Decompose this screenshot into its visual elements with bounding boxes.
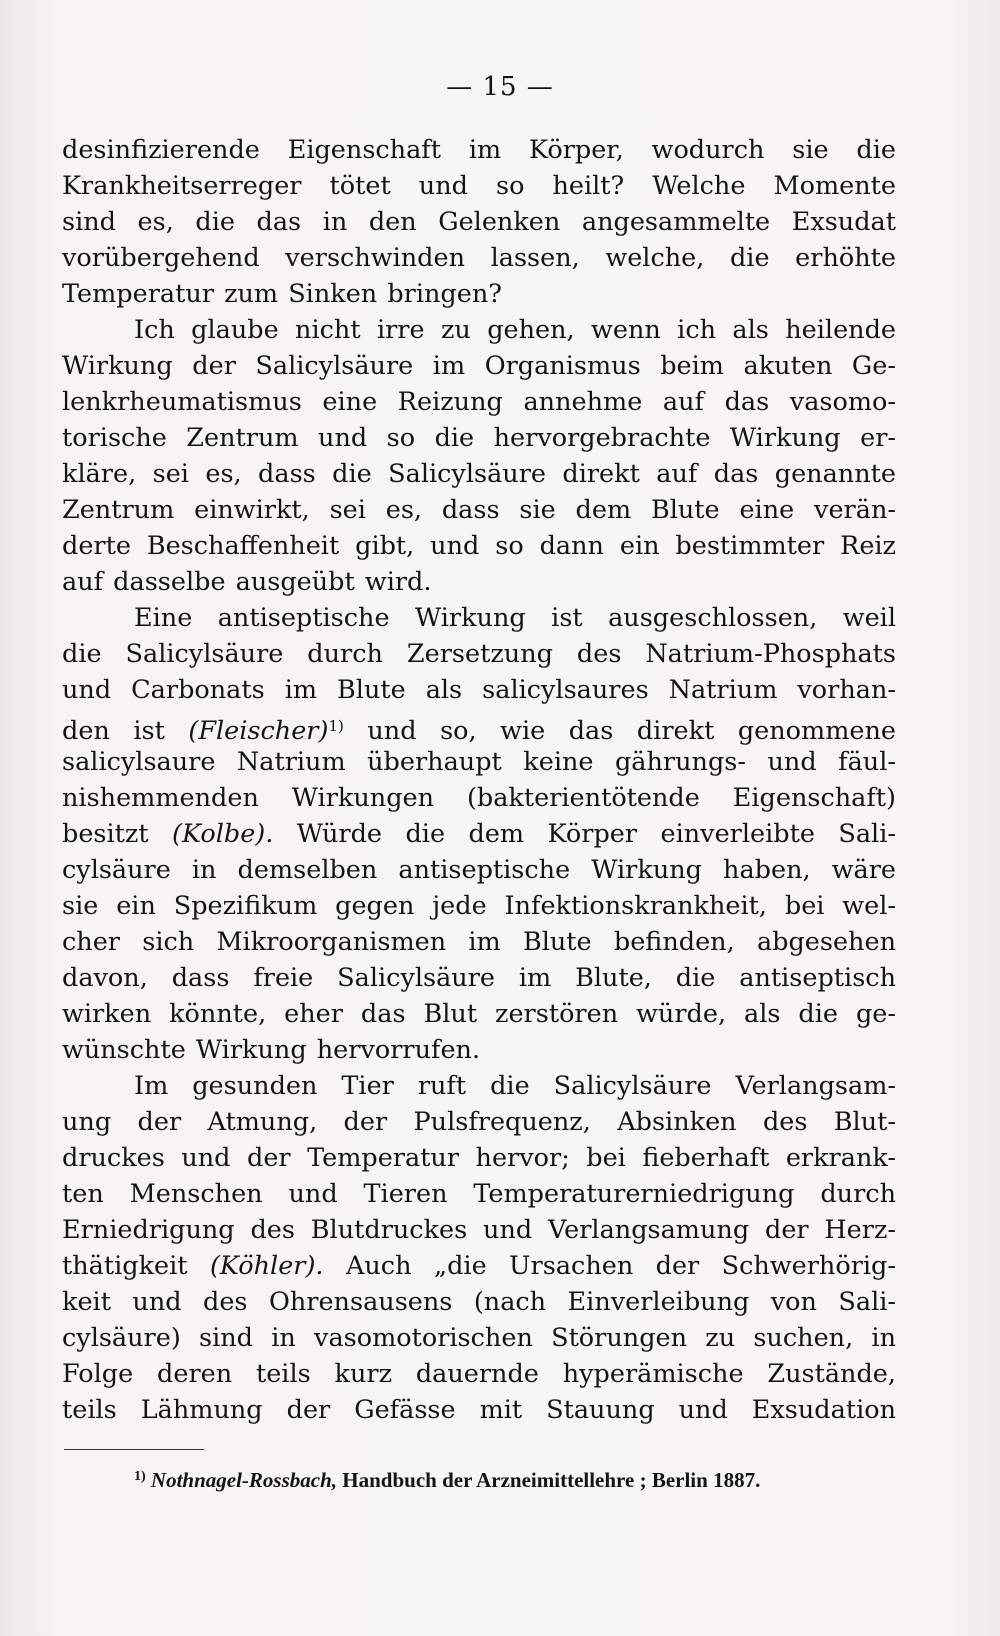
- text-line: die Salicylsäure durch Zersetzung des Natrium-Phosphats: [62, 639, 896, 669]
- footnote-marker: 1): [134, 1469, 146, 1484]
- text-line: [62, 816, 896, 852]
- line-text: Auch „die Ursachen der Schwerhörig-: [323, 1251, 896, 1281]
- text-line: ten Menschen und Tieren Temperaturerniedrigung durch: [62, 1179, 896, 1209]
- page-number: — 15 —: [446, 72, 554, 102]
- text-line: desinfizierende Eigenschaft im Körper, wodurch sie die: [62, 135, 896, 165]
- text-line: Zentrum einwirkt, sei es, dass sie dem Blute eine verän-: [62, 495, 896, 525]
- text-line: [62, 1248, 896, 1284]
- text-line: cylsäure) sind in vasomotorischen Störungen zu suchen, in: [62, 1323, 896, 1353]
- italic-citation: (Köhler).: [209, 1251, 324, 1281]
- text-line: Krankheitserreger tötet und so heilt? Welche Momente: [62, 171, 896, 201]
- text-line: Folge deren teils kurz dauernde hyperämische Zustände,: [62, 1359, 896, 1389]
- text-line: sie ein Spezifikum gegen jede Infektionskrankheit, bei wel-: [62, 891, 896, 921]
- text-line: torische Zentrum und so die hervorgebrachte Wirkung er-: [62, 423, 896, 453]
- text-line: cher sich Mikroorganismen im Blute befinden, abgesehen: [62, 927, 896, 957]
- italic-citation: (Fleischer): [188, 716, 329, 746]
- footnote-rule: [64, 1449, 204, 1450]
- text-line: auf dasselbe ausgeübt wird.: [62, 567, 432, 597]
- line-text: thätigkeit: [62, 1251, 210, 1281]
- text-line: [62, 708, 896, 744]
- text-line: Wirkung der Salicylsäure im Organismus beim akuten Ge-: [62, 351, 896, 381]
- line-text: besitzt: [62, 819, 173, 849]
- italic-citation: (Kolbe).: [172, 819, 274, 849]
- text-line: nishemmenden Wirkungen (bakterientötende Eigenschaft): [62, 783, 896, 813]
- text-line: salicylsaure Natrium überhaupt keine gährungs- und fäul-: [62, 747, 896, 777]
- text-line: davon, dass freie Salicylsäure im Blute, die antiseptisch: [62, 963, 896, 993]
- text-line: und Carbonats im Blute als salicylsaures Natrium vorhan-: [62, 675, 896, 705]
- body-text: [62, 132, 896, 1428]
- text-line: cylsäure in demselben antiseptische Wirkung haben, wäre: [62, 855, 896, 885]
- text-line: ung der Atmung, der Pulsfrequenz, Absinken des Blut-: [62, 1107, 896, 1137]
- text-line: vorübergehend verschwinden lassen, welche, die erhöhte: [62, 243, 896, 273]
- text-line: Ich glaube nicht irre zu gehen, wenn ich als heilende: [134, 315, 896, 345]
- text-line: Eine antiseptische Wirkung ist ausgeschlossen, weil: [134, 603, 896, 633]
- footnote-text: Handbuch der Arzneimittellehre ; Berlin 1887.: [337, 1468, 761, 1492]
- footnote-author: Nothnagel-Rossbach,: [150, 1468, 338, 1492]
- text-line: wünschte Wirkung hervorrufen.: [62, 1035, 481, 1065]
- text-line: keit und des Ohrensausens (nach Einverleibung von Sali-: [62, 1287, 896, 1317]
- footnote-reference: 1): [328, 717, 344, 735]
- line-text: den ist: [62, 716, 189, 746]
- text-line: kläre, sei es, dass die Salicylsäure direkt auf das genannte: [62, 459, 896, 489]
- text-line: Im gesunden Tier ruft die Salicylsäure Verlangsam-: [134, 1071, 896, 1101]
- text-line: wirken könnte, eher das Blut zerstören würde, als die ge-: [62, 999, 896, 1029]
- text-line: Erniedrigung des Blutdruckes und Verlangsamung der Herz-: [62, 1215, 896, 1245]
- text-line: sind es, die das in den Gelenken angesammelte Exsudat: [62, 207, 896, 237]
- text-line: derte Beschaffenheit gibt, und so dann ein bestimmter Reiz: [62, 531, 896, 561]
- text-line: lenkrheumatismus eine Reizung annehme auf das vasomo-: [62, 387, 896, 417]
- line-text: und so, wie das direkt genommene: [343, 716, 896, 746]
- text-line: teils Lähmung der Gefässe mit Stauung und Exsudation: [62, 1395, 896, 1425]
- text-line: Temperatur zum Sinken bringen?: [62, 279, 502, 309]
- footnote: [134, 1468, 904, 1493]
- line-text: Würde die dem Körper einverleibte Sali-: [273, 819, 896, 849]
- text-line: druckes und der Temperatur hervor; bei fieberhaft erkrank-: [62, 1143, 896, 1173]
